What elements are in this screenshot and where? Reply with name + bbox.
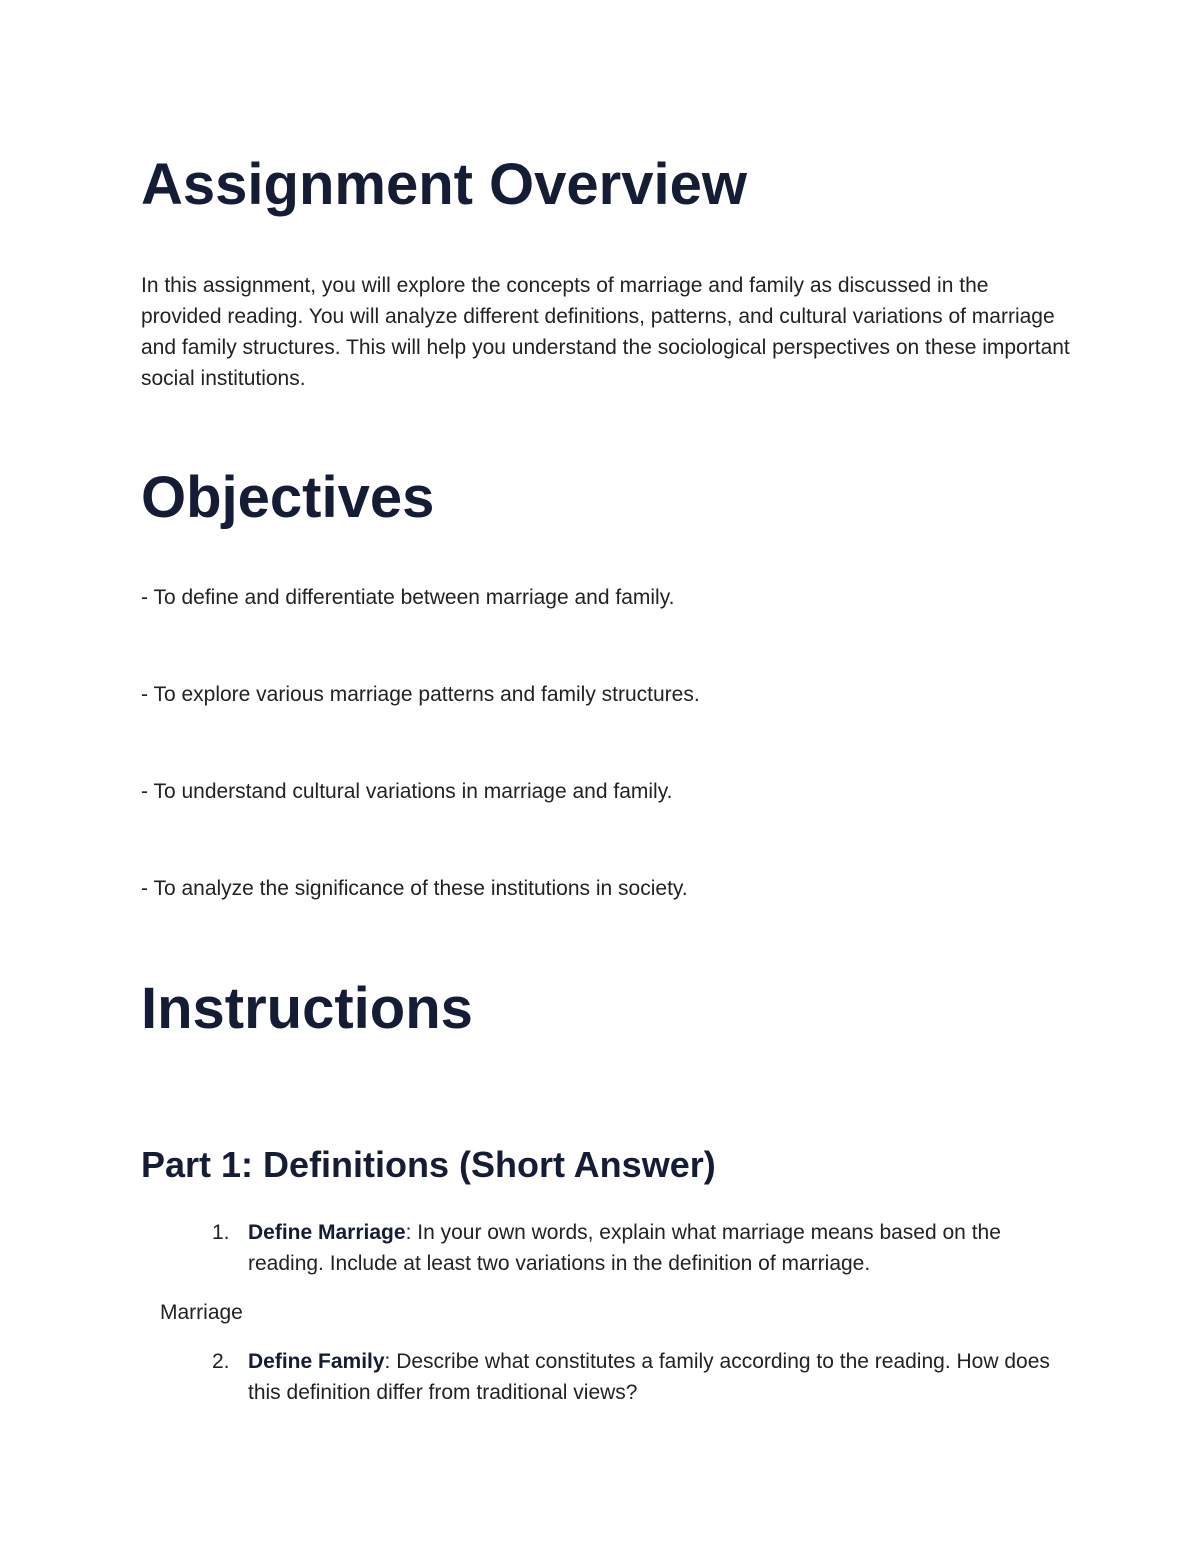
question-text: : In your own words, explain what marriage means based on the reading. Include at least two variations in the definition of marriage. bbox=[248, 1221, 1001, 1275]
objectives-heading: Objectives bbox=[141, 465, 435, 530]
question-term: Define Marriage bbox=[248, 1221, 406, 1244]
objective-item: - To understand cultural variations in marriage and family. bbox=[141, 780, 673, 803]
question-number: 2. bbox=[212, 1350, 230, 1373]
question-item-2 bbox=[212, 1346, 1072, 1408]
question-item-1 bbox=[212, 1217, 1072, 1279]
question-body bbox=[248, 1217, 1072, 1279]
instructions-heading: Instructions bbox=[141, 976, 473, 1041]
question-term: Define Family bbox=[248, 1350, 385, 1373]
objective-item: - To explore various marriage patterns and family structures. bbox=[141, 683, 700, 706]
part1-heading: Part 1: Definitions (Short Answer) bbox=[141, 1144, 716, 1185]
answer-text: Marriage bbox=[160, 1301, 243, 1324]
question-number: 1. bbox=[212, 1221, 230, 1244]
overview-heading: Assignment Overview bbox=[141, 152, 747, 217]
objective-item: - To define and differentiate between marriage and family. bbox=[141, 586, 675, 609]
question-text: : Describe what constitutes a family according to the reading. How does this definition differ from traditional views? bbox=[248, 1350, 1050, 1404]
objective-item: - To analyze the significance of these institutions in society. bbox=[141, 877, 688, 900]
overview-paragraph: In this assignment, you will explore the concepts of marriage and family as discussed in the provided reading. You will analyze different definitions, patterns, and cultural variations of marriage and family structures. This will help you understand the sociological perspectives on these important social institutions. bbox=[141, 274, 1070, 390]
question-body bbox=[248, 1346, 1072, 1408]
